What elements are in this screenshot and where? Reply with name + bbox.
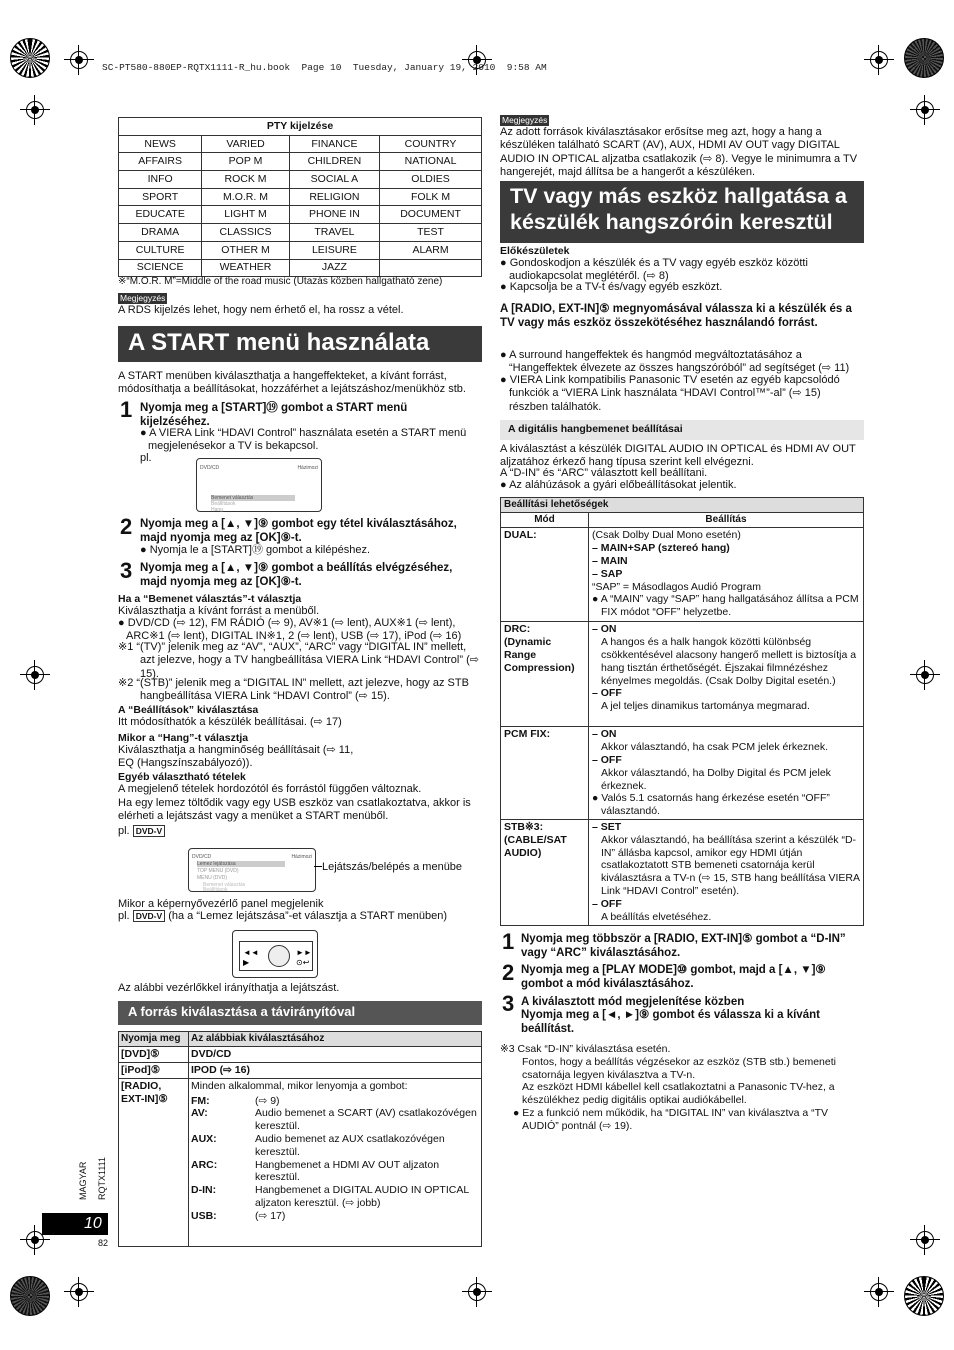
dvd-v-tag: DVD-V (133, 825, 165, 837)
example-label: pl. (140, 452, 152, 464)
pty-cell: NATIONAL (380, 153, 482, 171)
crosshair-icon (910, 1225, 940, 1255)
tv-heading (500, 181, 864, 243)
step-2-number: 2 (120, 514, 133, 539)
footnote-3-title: ※3 Csak “D-IN” kiválasztása esetén. (500, 1043, 671, 1055)
radio-intro: Minden alkalommal, mikor lenyomja a gombot: (191, 1079, 408, 1092)
step-2-bullet: ● Nyomja le a [START]⑲ gombot a kilépéshez. (140, 544, 370, 556)
dpad-icon (268, 945, 290, 967)
right-step-3-text: Nyomja meg a [◄, ►]⑨ gombot és válassza ki a kívánt beállítást. (521, 1009, 820, 1036)
stb-settings (589, 819, 864, 925)
crosshair-icon (462, 1277, 492, 1307)
skip-back-icon: ◄◄ (243, 948, 259, 957)
control-panel (239, 941, 313, 971)
prep-bullet-1: ● Gondoskodjon a készülék és a TV vagy egyéb eszköz közötti audiokapcsolat meglétéről. (⇨ 8) (500, 257, 808, 283)
radio-list (191, 1095, 479, 1223)
drc-desc: A hangos és a halk hangok közötti különbség csökkentésével alacsony hangerő mellett is biztosítja a hang tisztán érthetőségét. Éjszakai filmnézéshez kényelmes megoldás. (Csak Dolby Digital esetén.) (601, 636, 857, 687)
return-icon: ⊙↩ (296, 958, 310, 967)
crosshair-icon (864, 1277, 894, 1307)
pcm-option-off: – OFF (592, 753, 622, 766)
pty-title: PTY kijelzése (119, 118, 482, 136)
start-heading (118, 326, 482, 362)
pcm-desc: Akkor választandó, ha csak PCM jelek érkeznek. (601, 741, 829, 754)
crosshair-icon (20, 660, 50, 690)
pty-cell: RELIGION (289, 188, 379, 206)
pty-cell: OLDIES (380, 171, 482, 189)
settings-text: Itt módosíthatók a készülék beállításai. (⇨ 17) (118, 716, 342, 728)
stb-desc: A beállítás elvetéséhez. (601, 910, 712, 923)
pty-cell: INFO (119, 171, 202, 189)
dvd-v-tag: DVD-V (133, 910, 165, 922)
pty-cell: POP M (202, 153, 289, 171)
example-label-3: pl. (118, 910, 130, 922)
instruction: A [RADIO, EXT-IN]⑤ megnyomásával válassza ki a készülék és a TV vagy más eszköz összekötéséhez használandó forrást. (500, 303, 852, 330)
other-text-2: Ha egy lemez töltődik vagy egy USB eszköz van csatlakoztatva, akkor is elérheti a lejátszást vagy a menüket a START menüből. (118, 797, 471, 823)
step-3-number: 3 (120, 558, 133, 583)
stb-desc: Akkor választandó, ha beállítása szerint a készülék “D-IN” állásba kapcsol, amikor egy HDMI útján csatlakoztatott STB bemeneti csatornája kerül kiválasztásra a TV-n (⇨ 15, STB hang beállítása VIERA Link “HDAVI Control” esetén). (601, 833, 860, 897)
note-label: Megjegyzés (120, 293, 166, 303)
pty-cell: TEST (380, 224, 482, 242)
radio-value: Audio bemenet az AUX csatlakozóvégen keresztül. (255, 1132, 445, 1158)
tv-title: TV vagy más eszköz hallgatása a készülék hangszóróin keresztül (510, 184, 847, 234)
step-2-bullet-text: Nyomja le a [START]⑲ gombot a kilépéshez. (149, 544, 370, 556)
screen-item: Bemenet választás (211, 495, 295, 501)
source-key: [RADIO, EXT-IN]⑤ (119, 1078, 189, 1246)
crosshair-icon (64, 45, 94, 75)
settings-table (500, 497, 864, 926)
digital-text-3: ● Az aláhúzások a gyári előbeállításokat jelentik. (500, 479, 737, 491)
pty-cell: JAZZ (289, 259, 379, 277)
pcm-option-on: – ON (592, 728, 617, 741)
settings-col-setting: Beállítás (589, 513, 864, 528)
panel-text-2b: (ha a “Lemez lejátszása”-et választja a START menüben) (168, 910, 447, 922)
play-icon: ▶ (243, 958, 250, 967)
panel-text-3: Az alábbi vezérlőkkel irányíthatja a lejátszást. (118, 982, 340, 994)
dual-settings (589, 528, 864, 622)
pcm-bullet: ● Valós 5.1 csatornás hang érkezése esetén “OFF” választandó. (592, 792, 830, 818)
dual-bullet-text: A “MAIN” vagy “SAP” hang hallgatásához állítsa a PCM FIX módot “OFF” helyzetbe. (600, 593, 859, 619)
right-step-2-number: 2 (502, 960, 515, 985)
screen-item: Bemenet választás (203, 882, 246, 888)
pty-cell: M.O.R. M (202, 188, 289, 206)
sound-text: Kiválaszthatja a hangminőség beállításait (⇨ 11, EQ (Hangszínszabályozó)). (118, 744, 354, 770)
screen-item: TOP MENU (DVD) (197, 868, 239, 874)
mode-dual: DUAL: (501, 528, 589, 622)
viera-bullet: ● VIERA Link kompatibilis Panasonic TV esetén az egyéb kapcsolódó funkciók a “VIERA Link használata “HDAVI Control™”-al” (⇨ 15) részben találhatók. (500, 374, 840, 413)
mode-pcm: PCM FIX: (501, 727, 589, 820)
disc-menu-screen (188, 848, 316, 892)
radio-key: AV: (191, 1107, 208, 1120)
right-step-1-number: 1 (502, 929, 515, 954)
drc-settings (589, 622, 864, 727)
screen-item: MENU (DVD) (197, 875, 227, 881)
pty-table (118, 117, 482, 277)
pty-cell: LEISURE (289, 241, 379, 259)
radio-key: ARC: (191, 1158, 218, 1171)
radio-value: (⇨ 17) (255, 1209, 286, 1222)
pty-cell: CLASSICS (202, 224, 289, 242)
step-2-text: Nyomja meg a [▲, ▼]⑨ gombot egy tétel kiválasztásához, majd nyomja meg az [OK]⑨-t. (140, 518, 457, 545)
source-select-title: A forrás kiválasztása a távirányítóval (128, 1004, 356, 1019)
crosshair-icon (64, 1277, 94, 1307)
pty-cell: CULTURE (119, 241, 202, 259)
source-key: [iPod]⑤ (119, 1062, 189, 1078)
sound-heading: Mikor a “Hang”-t választja (118, 732, 249, 744)
source-value: DVD/CD (189, 1047, 482, 1063)
example-2 (118, 825, 165, 838)
step-1-bullet-text: A VIERA Link “HDAVI Control” használata esetén a START menü megjelenésekor a TV is bekapcsol. (148, 427, 467, 453)
settings-table-title: Beállítási lehetőségek (501, 498, 864, 513)
screen-source: DVD/CD (200, 465, 220, 471)
source-list: ● DVD/CD (⇨ 12), FM RÁDIÓ (⇨ 9), AV※1 (⇨ lent), AUX※1 (⇨ lent), ARC※1 (⇨ lent), DIGITAL IN※1, 2 (⇨ lent), USB (⇨ 17), iPod (⇨ 16) (118, 617, 462, 643)
dual-option-main-sap (592, 542, 860, 555)
pty-cell: WEATHER (202, 259, 289, 277)
dual-option-sap: – SAP (592, 567, 623, 580)
screen-source: DVD/CD (192, 854, 212, 860)
registration-burst-icon (10, 1276, 50, 1316)
pty-cell: AFFAIRS (119, 153, 202, 171)
prep-bullet-2-text: Kapcsolja be a TV-t és/vagy egyéb eszközt. (509, 281, 723, 293)
crosshair-icon (910, 95, 940, 125)
drc-option-on: – ON (592, 623, 617, 636)
pty-cell: SCIENCE (119, 259, 202, 277)
pty-cell: PHONE IN (289, 206, 379, 224)
footnote-3-text: Az eszközt HDMI kábellel kell csatlakoztatni a Panasonic TV-hez, a készülékhez pedig digitális optikai audiókábellel. (522, 1081, 835, 1107)
skip-forward-icon: ►► (296, 948, 312, 957)
dual-option-text: – MAIN+SAP (sztereó hang) (592, 542, 730, 555)
registration-burst-icon (904, 1276, 944, 1316)
input-select-text: Kiválaszthatja a kívánt forrást a menüből. (118, 605, 320, 617)
stb-option-off: – OFF (592, 897, 622, 910)
radio-key: USB: (191, 1209, 217, 1222)
footnote-1: ※1 “(TV)” jelenik meg az “AV”, “AUX”, “ARC” vagy “DIGITAL IN” mellett, azt jelezve, hogy a TV hangbeállítása VIERA Link “HDAVI Control” (⇨ 15). (118, 641, 479, 680)
dual-option-main: – MAIN (592, 554, 628, 567)
source-list-text: DVD/CD (⇨ 12), FM RÁDIÓ (⇨ 9), AV※1 (⇨ lent), AUX※1 (⇨ lent), ARC※1 (⇨ lent), DIGITAL IN※1, 2 (⇨ lent), USB (⇨ 17), iPod (⇨ 16) (126, 617, 462, 643)
source-col-press: Nyomja meg (119, 1032, 189, 1047)
pty-cell: SPORT (119, 188, 202, 206)
dual-line: (Csak Dolby Dual Mono esetén) (592, 529, 741, 542)
pty-footnote: ※“M.O.R. M”=Middle of the road music (Utazás közben hallgatható zene) (118, 276, 443, 287)
step-1-text: Nyomja meg a [START]⑲ gombot a START menü kijelzéséhez. (140, 402, 408, 429)
pty-cell: ROCK M (202, 171, 289, 189)
pty-cell: DOCUMENT (380, 206, 482, 224)
screen-mode: Házimozi (297, 465, 318, 471)
mode-drc: DRC: (Dynamic Range Compression) (501, 622, 589, 727)
screen-item: Lemez lejátszása (197, 861, 285, 867)
panel-text-1: Mikor a képernyővezérlő panel megjelenik (118, 898, 324, 910)
settings-heading: A “Beállítások” kiválasztása (118, 704, 259, 716)
side-code: RQTX1111 (97, 1156, 107, 1200)
right-step-1-text: Nyomja meg többször a [RADIO, EXT-IN]⑤ gombot a “D-IN” vagy “ARC” kiválasztásához. (521, 933, 846, 960)
digital-heading: A digitális hangbemenet beállításai (500, 420, 864, 440)
note-text: A RDS kijelzés lehet, hogy nem érhető el, ha rossz a vétel. (118, 304, 404, 316)
step-1-number: 1 (120, 397, 133, 422)
pcm-settings (589, 727, 864, 820)
pty-cell: VARIED (202, 135, 289, 153)
pty-cell: LIGHT M (202, 206, 289, 224)
input-select-heading: Ha a “Bemenet választás”-t választja (118, 593, 302, 605)
surround-bullet: ● A surround hangeffektek és hangmód megváltoztatásához a “Hangeffektek élvezete az összes hangszóróból” ad segítséget (⇨ 11) (500, 349, 850, 375)
right-note: Az adott források kiválasztásakor erősítse meg azt, hogy a hang a készüléken található SCART (AV), AUX, HDMI AV OUT vagy DIGITAL AUDIO IN OPTICAL aljzatba csatlakozik (⇨ 8). Vegye le minimumra a TV hangerejét, majd állítsa be a hangerőt a készüléken. (500, 126, 858, 179)
digital-text-2: A “D-IN” és “ARC” választott kell beállítani. (500, 467, 708, 479)
callout-line (314, 866, 322, 867)
control-panel-screen (232, 930, 318, 978)
source-key: [DVD]⑤ (119, 1047, 189, 1063)
pcm-bullet-text: Valós 5.1 csatornás hang érkezése esetén “OFF” választandó. (601, 792, 830, 818)
radio-value: Hangbemenet a DIGITAL AUDIO IN OPTICAL aljzaton keresztül. (⇨ jobb) (255, 1184, 469, 1209)
prep-bullet-2: ● Kapcsolja be a TV-t és/vagy egyéb eszközt. (500, 281, 723, 293)
pty-cell: SOCIAL A (289, 171, 379, 189)
mode-stb: STB※3: (CABLE/SAT AUDIO) (501, 819, 589, 925)
start-menu-screen (196, 458, 322, 512)
pty-cell: OTHER M (202, 241, 289, 259)
crosshair-icon (910, 660, 940, 690)
footnote-3-bullet-text: Ez a funkció nem működik, ha “DIGITAL IN” van kiválasztva a “TV AUDIÓ” pontnál (⇨ 19). (522, 1106, 829, 1132)
pty-cell (380, 259, 482, 277)
page-number: 10 (84, 1215, 102, 1232)
footnote-3-text: Fontos, hogy a beállítás végzésekor az eszköz (STB stb.) bemeneti csatornája legyen kiválasztva a TV-n. (522, 1055, 836, 1081)
radio-key: AUX: (191, 1132, 217, 1145)
digital-text-3-inner: Az aláhúzások a gyári előbeállításokat jelentik. (509, 479, 737, 491)
registration-burst-icon (10, 38, 50, 78)
pty-cell: FINANCE (289, 135, 379, 153)
other-text: A megjelenő tételek hordozótól és forrástól függően változnak. (118, 783, 422, 795)
crosshair-icon (20, 95, 50, 125)
pcm-desc: Akkor választandó, ha Dolby Digital és PCM jelek érkeznek. (601, 766, 831, 792)
step-3-text: Nyomja meg a [▲, ▼]⑨ gombot a beállítás elvégzéséhez, majd nyomja meg az [OK]⑨-t. (140, 562, 453, 589)
surround-bullet-text: A surround hangeffektek és hangmód megváltoztatásához a “Hangeffektek élvezete az összes hangszóróból” ad segítséget (⇨ 11) (509, 349, 850, 375)
viera-bullet-text: VIERA Link kompatibilis Panasonic TV esetén az egyéb kapcsolódó funkciók a “VIERA Link használata “HDAVI Control™”-al” (⇨ 15) részben találhatók. (509, 374, 840, 413)
screen-mode: Házimozi (291, 854, 312, 860)
footnote-3 (500, 1043, 864, 1133)
screen-item: Hang (211, 507, 223, 513)
note-label: Megjegyzés (502, 115, 548, 125)
book-header: SC-PT580-880EP-RQTX1111-R_hu.book Page 10 Tuesday, January 19, 2010 9:58 AM (102, 62, 547, 73)
source-select-heading (118, 1001, 482, 1025)
pty-cell: EDUCATE (119, 206, 202, 224)
drc-option-off: – OFF (592, 687, 622, 700)
right-step-3-number: 3 (502, 991, 515, 1016)
source-value: IPOD (⇨ 16) (189, 1062, 482, 1078)
screen-item: Beállítások (203, 887, 228, 893)
registration-burst-icon (904, 38, 944, 78)
step-1-bullet: ● A VIERA Link “HDAVI Control” használata esetén a START menü megjelenésekor a TV is bekapcsol. (140, 427, 467, 453)
right-step-3-heading: A kiválasztott mód megjelenítése közben (521, 996, 745, 1008)
crosshair-icon (864, 45, 894, 75)
start-title: A START menü használata (128, 329, 430, 356)
pty-cell: FOLK M (380, 188, 482, 206)
drc-desc: A jel teljes dinamikus tartománya megmarad. (601, 700, 810, 713)
dual-bullet: ● A “MAIN” vagy “SAP” hang hallgatásához állítsa a PCM FIX módot “OFF” helyzetbe. (592, 593, 859, 619)
prep-heading: Előkészületek (500, 245, 570, 257)
example-label-2: pl. (118, 825, 130, 837)
source-col-select: Az alábbiak kiválasztásához (189, 1032, 482, 1047)
radio-value: (⇨ 9) (255, 1094, 280, 1107)
radio-key: D-IN: (191, 1184, 217, 1197)
settings-col-mode: Mód (501, 513, 589, 528)
stb-option-set: – SET (592, 820, 622, 833)
start-intro: A START menüben kiválaszthatja a hangeffekteket, a kívánt forrást, módosíthatja a beállításokat, hozzáférhet a lejátszáshoz/menükhöz stb. (118, 370, 466, 396)
panel-text-2 (118, 910, 482, 923)
pty-cell: DRAMA (119, 224, 202, 242)
callout-text: Lejátszás/belépés a menübe (322, 861, 463, 873)
side-language: MAGYAR (78, 1161, 88, 1200)
source-table (118, 1031, 482, 1247)
pty-cell: CHILDREN (289, 153, 379, 171)
screen-item: Beállítások (211, 501, 236, 507)
footnote-3-bullet: ● Ez a funkció nem működik, ha “DIGITAL IN” van kiválasztva a “TV AUDIÓ” pontnál (⇨ 19). (513, 1106, 829, 1132)
digital-text-1: A kiválasztást a készülék DIGITAL AUDIO IN OPTICAL és HDMI AV OUT aljzatához érkező hang típusa szerint kell elvégezni. (500, 443, 856, 469)
dual-line: “SAP” = Másodlagos Audió Program (592, 580, 761, 593)
sub-page-number: 82 (98, 1238, 109, 1248)
radio-key: FM: (191, 1094, 210, 1107)
pty-cell: ALARM (380, 241, 482, 259)
pty-cell: NEWS (119, 135, 202, 153)
radio-value: Hangbemenet a HDMI AV OUT aljzaton keresztül. (255, 1158, 440, 1184)
pty-cell: TRAVEL (289, 224, 379, 242)
radio-value: Audio bemenet a SCART (AV) csatlakozóvégen keresztül. (255, 1107, 477, 1133)
right-step-2-text: Nyomja meg a [PLAY MODE]⑩ gombot, majd a [▲, ▼]⑨ gombot a mód kiválasztásához. (521, 964, 826, 991)
other-heading: Egyéb választható tételek (118, 771, 246, 783)
prep-bullet-1-text: Gondoskodjon a készülék és a TV vagy egyéb eszköz közötti audiokapcsolat meglétéről. (⇨ 8) (509, 257, 808, 283)
pty-cell: COUNTRY (380, 135, 482, 153)
footnote-2: ※2 “(STB)” jelenik meg a “DIGITAL IN” mellett, azt jelezve, hogy az STB hangbeállítása VIERA Link “HDAVI Control” (⇨ 15). (118, 677, 469, 703)
